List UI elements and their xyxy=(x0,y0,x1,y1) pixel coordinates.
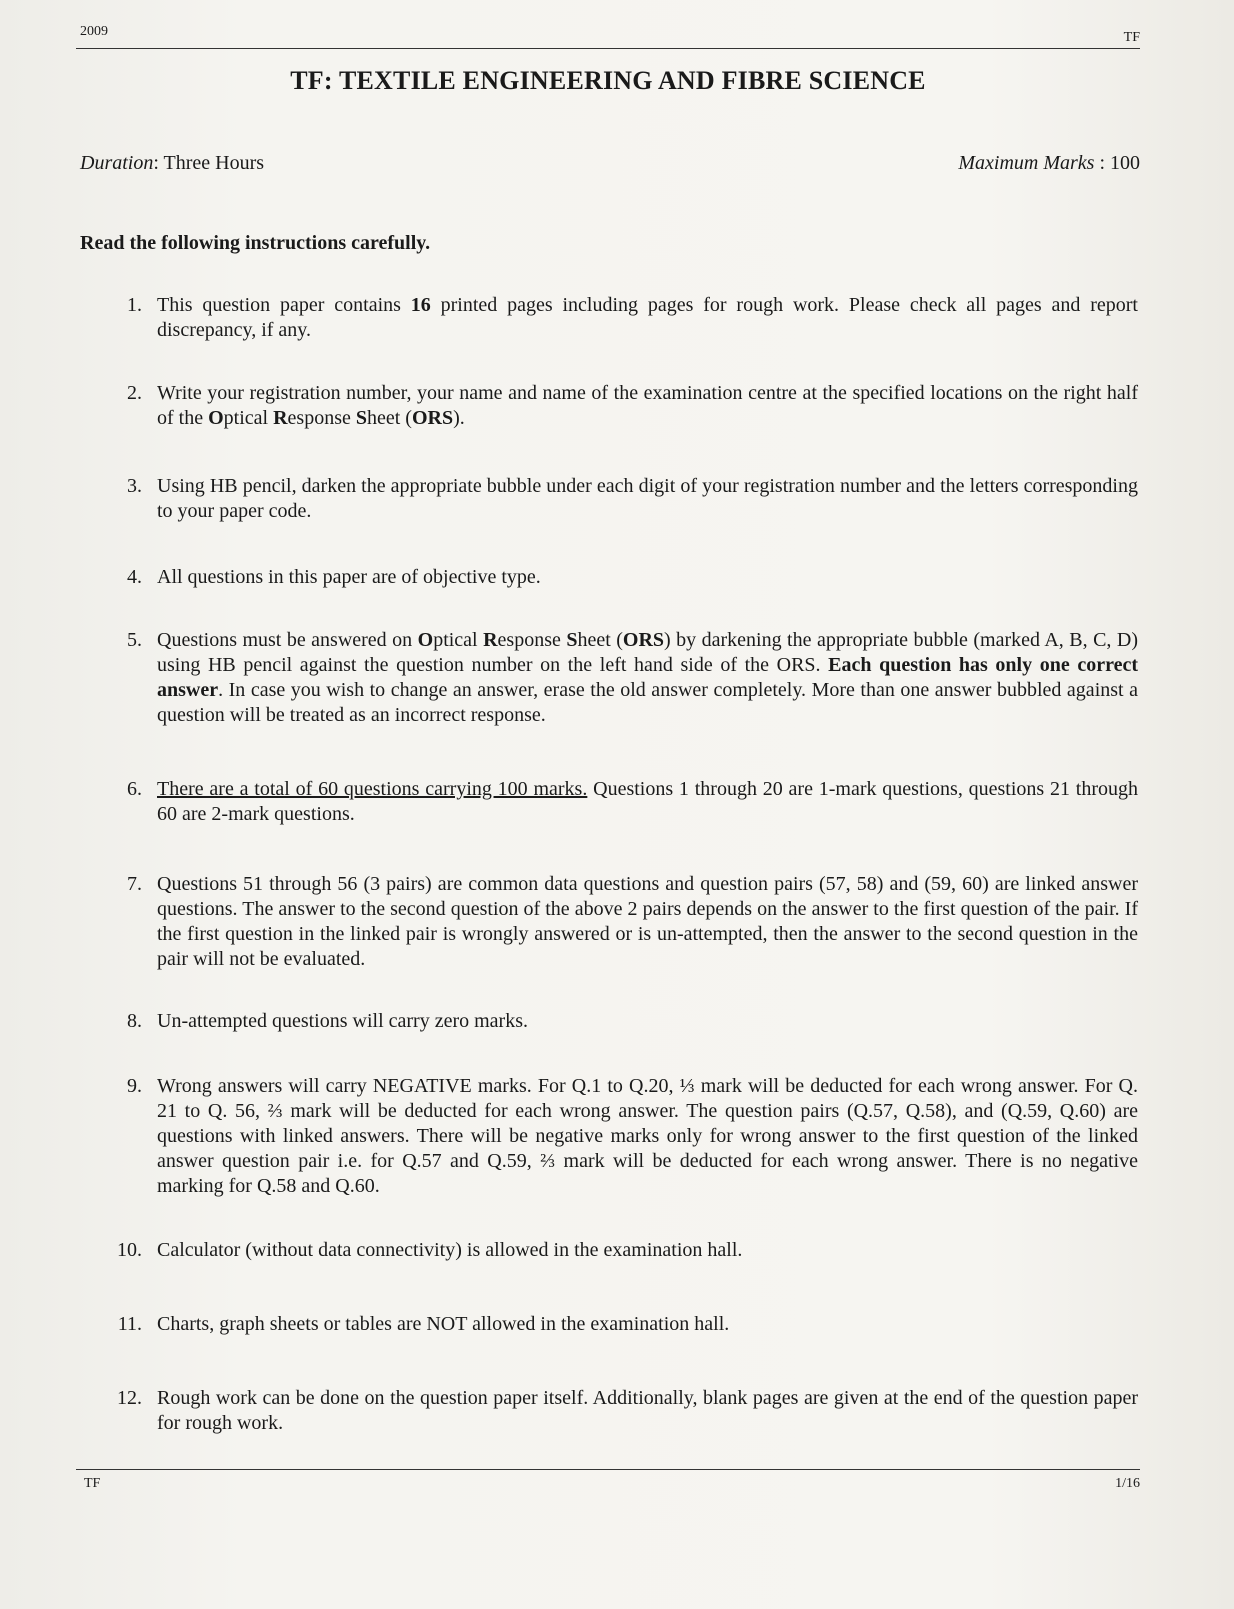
bold-letter: R xyxy=(483,629,498,651)
instruction-text xyxy=(157,293,1138,343)
maximum-marks-value: : 100 xyxy=(1094,152,1140,174)
bold-letter: R xyxy=(273,407,288,429)
instruction-text: Wrong answers will carry NEGATIVE marks. For Q.1 to Q.20, ⅓ mark will be deducted for each wrong answer. For Q. 21 to Q. 56, ⅔ mark will be deducted for each wrong answer. The question pairs (Q.57, Q.58), and (Q.59, Q.60) are questions with linked answers. There will be negative marks only for wrong answer to the first question of the linked answer question pair i.e. for Q.57 and Q.59, ⅔ mark will be deducted for each wrong answer. There is no negative marking for Q.58 and Q.60. xyxy=(157,1075,1138,1197)
instruction-item xyxy=(112,1386,1138,1436)
header-rule xyxy=(76,48,1140,49)
instruction-text: All questions in this paper are of objective type. xyxy=(157,566,541,588)
page-count: 16 xyxy=(410,294,431,316)
instruction-text xyxy=(157,381,1138,431)
footer-rule xyxy=(76,1469,1140,1470)
instruction-number: 12. xyxy=(117,1387,142,1409)
header-paper-code: TF xyxy=(1123,30,1140,45)
bold-letter: S xyxy=(355,407,367,429)
instruction-text-part: printed pages including pages for rough work. Please check all pages and report discrepancy, if any. xyxy=(157,294,1138,341)
instruction-number: 4. xyxy=(127,566,142,588)
instruction-text: Un-attempted questions will carry zero marks. xyxy=(157,1010,528,1032)
instruction-item xyxy=(112,1074,1138,1199)
duration xyxy=(80,152,264,175)
instruction-number: 10. xyxy=(117,1239,142,1261)
instruction-text-part: ). xyxy=(453,407,465,429)
instruction-number: 7. xyxy=(127,873,142,895)
footer-page-number: 1/16 xyxy=(1115,1476,1140,1491)
instruction-number: 11. xyxy=(117,1313,142,1335)
page-title: TF: TEXTILE ENGINEERING AND FIBRE SCIENCE xyxy=(290,66,926,95)
instruction-item xyxy=(112,381,1138,431)
instruction-text: Calculator (without data connectivity) is allowed in the examination hall. xyxy=(157,1239,743,1261)
instruction-number: 1. xyxy=(127,294,142,316)
bold-letter: O xyxy=(208,407,224,429)
instruction-text: Rough work can be done on the question paper itself. Additionally, blank pages are given at the end of the question paper for rough work. xyxy=(157,1387,1138,1434)
instruction-text xyxy=(157,628,1138,728)
instruction-text xyxy=(157,777,1138,827)
instruction-text: Questions 51 through 56 (3 pairs) are common data questions and question pairs (57, 58) and (59, 60) are linked answer questions. The answer to the second question of the above 2 pairs depends on the answer to the first question of the pair. If the first question in the linked pair is wrongly answered or is un-attempted, then the answer to the second question in the pair will not be evaluated. xyxy=(157,873,1138,970)
header-year: 2009 xyxy=(80,24,108,39)
instruction-text-part: heet ( xyxy=(577,629,623,651)
instruction-item xyxy=(112,872,1138,972)
instruction-text-part: Questions 1 through 20 are 1-mark questions, questions 21 through 60 are 2-mark questions. xyxy=(157,778,1138,825)
ors-abbrev: ORS xyxy=(411,407,454,429)
bold-letter: O xyxy=(417,629,434,651)
total-questions-note: There are a total of 60 questions carrying 100 marks. xyxy=(157,778,588,800)
instruction-text: Using HB pencil, darken the appropriate bubble under each digit of your registration number and the letters corresponding to your paper code. xyxy=(157,475,1138,522)
footer-paper-code: TF xyxy=(84,1476,101,1491)
instruction-item xyxy=(112,293,1138,343)
instructions-heading: Read the following instructions carefully. xyxy=(80,232,431,254)
instruction-item xyxy=(112,1238,1138,1263)
instruction-item xyxy=(112,474,1138,524)
instruction-text: Charts, graph sheets or tables are NOT allowed in the examination hall. xyxy=(157,1313,730,1335)
maximum-marks xyxy=(958,152,1140,175)
instruction-number: 2. xyxy=(127,382,142,404)
instruction-item xyxy=(112,1312,1138,1337)
instruction-item xyxy=(112,565,1138,590)
instruction-text-part: Write your registration number, your name and name of the examination centre at the specified locations on the right half of the xyxy=(157,382,1138,429)
instruction-text-part: ) by darkening the appropriate bubble (marked A, B, C, D) using HB pencil against the question number on the left hand side of the ORS. xyxy=(157,629,1138,676)
ors-abbrev: ORS xyxy=(622,629,665,651)
instruction-item xyxy=(112,628,1138,728)
instruction-item xyxy=(112,777,1138,827)
instruction-text-part: Questions must be answered on xyxy=(157,629,418,651)
instruction-number: 8. xyxy=(127,1010,142,1032)
maximum-marks-label: Maximum Marks xyxy=(958,152,1095,174)
instruction-item xyxy=(112,1009,1138,1034)
instruction-number: 5. xyxy=(127,629,142,651)
instruction-text-part: . In case you wish to change an answer, erase the old answer completely. More than one answer bubbled against a question will be treated as an incorrect response. xyxy=(157,679,1138,726)
duration-label: Duration xyxy=(80,152,154,174)
instruction-number: 9. xyxy=(127,1075,142,1097)
instruction-text-part: This question paper contains xyxy=(157,294,411,316)
instruction-text-part: esponse xyxy=(287,407,356,429)
instruction-text-part: ptical xyxy=(223,407,274,429)
instruction-text-part: ptical xyxy=(433,629,484,651)
instruction-text-part: heet ( xyxy=(367,407,412,429)
duration-value: : Three Hours xyxy=(153,152,265,174)
instruction-number: 3. xyxy=(127,475,142,497)
bold-letter: S xyxy=(566,629,578,651)
instruction-text-part: esponse xyxy=(497,629,567,651)
instruction-number: 6. xyxy=(127,778,142,800)
one-correct-answer-note: Each question has only one correct answer xyxy=(157,654,1139,701)
